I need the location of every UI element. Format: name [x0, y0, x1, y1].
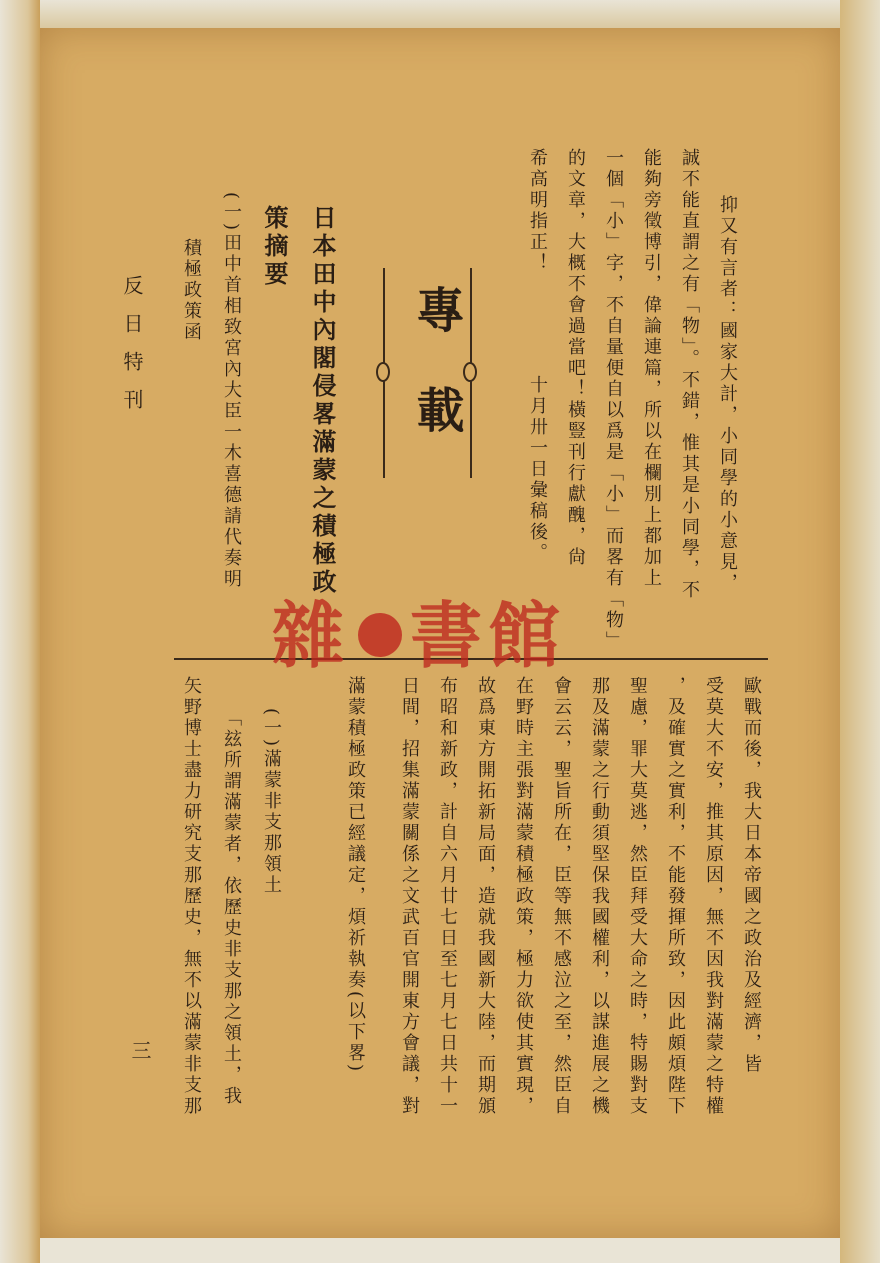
- lower-column-10: 日間，招集滿蒙關係之文武百官開東方會議，對: [399, 676, 420, 1117]
- item-heading-cont: 積極政策函: [181, 238, 202, 343]
- lower-column-3: ，及確實之實利，不能發揮所致，因此頗煩陛下: [665, 676, 686, 1117]
- page-right-edge: [840, 0, 880, 1263]
- article-title: 日本田中內閣侵畧滿蒙之積極政: [308, 205, 337, 597]
- lower-column-12: 「玆所謂滿蒙者，依歷史非支那之領土，我: [221, 708, 242, 1107]
- section-heading: 專載: [408, 285, 464, 485]
- upper-column-6: 希高明指正！: [527, 148, 548, 274]
- article-title-cont: 策摘要: [260, 205, 289, 289]
- lower-column-6: 會云云，聖旨所在，臣等無不感泣之至，然臣自: [551, 676, 572, 1117]
- signoff: 十月卅一日彙稿後。: [527, 375, 548, 564]
- lower-column-11: 滿蒙積極政策已經議定，煩祈執奏(以下畧): [345, 676, 366, 1075]
- lower-column-9: 布昭和新政，計自六月廿七日至七月七日共十一: [437, 676, 458, 1117]
- item-heading: (一)田中首相致宮內大臣一木喜德請代奏明: [221, 192, 242, 591]
- page-top-edge: [0, 0, 880, 30]
- upper-column-2: 誠不能直謂之有「物」。不錯，惟其是小同學，不: [679, 148, 700, 601]
- lower-column-5: 那及滿蒙之行動須堅保我國權利，以謀進展之機: [589, 676, 610, 1117]
- lower-column-8: 故爲東方開拓新局面，造就我國新大陸，而期頒: [475, 676, 496, 1117]
- running-head: 反日特刊: [120, 275, 144, 427]
- upper-column-5: 的文章，大概不會過當吧！橫豎刊行獻醜，尙: [565, 148, 586, 568]
- lower-column-7: 在野時主張對滿蒙積極政策，極力欲使其實現，: [513, 676, 534, 1117]
- page-number: 三: [128, 1040, 152, 1063]
- upper-column-4: 一個「小」字，不自量便自以爲是「小」而畧有「物」: [603, 148, 624, 652]
- lower-column-13: 矢野博士盡力研究支那歷史，無不以滿蒙非支那: [181, 676, 202, 1117]
- ornament-knot-left: [376, 362, 390, 382]
- lower-column-4: 聖慮，罪大莫逃，然臣拜受大命之時，特賜對支: [627, 676, 648, 1117]
- upper-column-1: 抑又有言者：國家大計，小同學的小意見，: [717, 195, 738, 594]
- watermark-char-1: 雜: [272, 593, 351, 678]
- lower-column-2: 受莫大不安，推其原因，無不因我對滿蒙之特權: [703, 676, 724, 1117]
- watermark-dot: [358, 613, 402, 657]
- lower-column-1: 歐戰而後，我大日本帝國之政治及經濟，皆: [741, 676, 762, 1075]
- watermark-char-3: 館: [488, 593, 567, 678]
- watermark-char-2: 書: [410, 593, 489, 678]
- subsection-heading: (一)滿蒙非支那領土: [261, 708, 282, 897]
- library-watermark-stamp: [272, 578, 566, 682]
- upper-column-3: 能夠旁徵博引，偉論連篇，所以在欄別上都加上: [641, 148, 662, 589]
- page-left-edge: [0, 0, 40, 1263]
